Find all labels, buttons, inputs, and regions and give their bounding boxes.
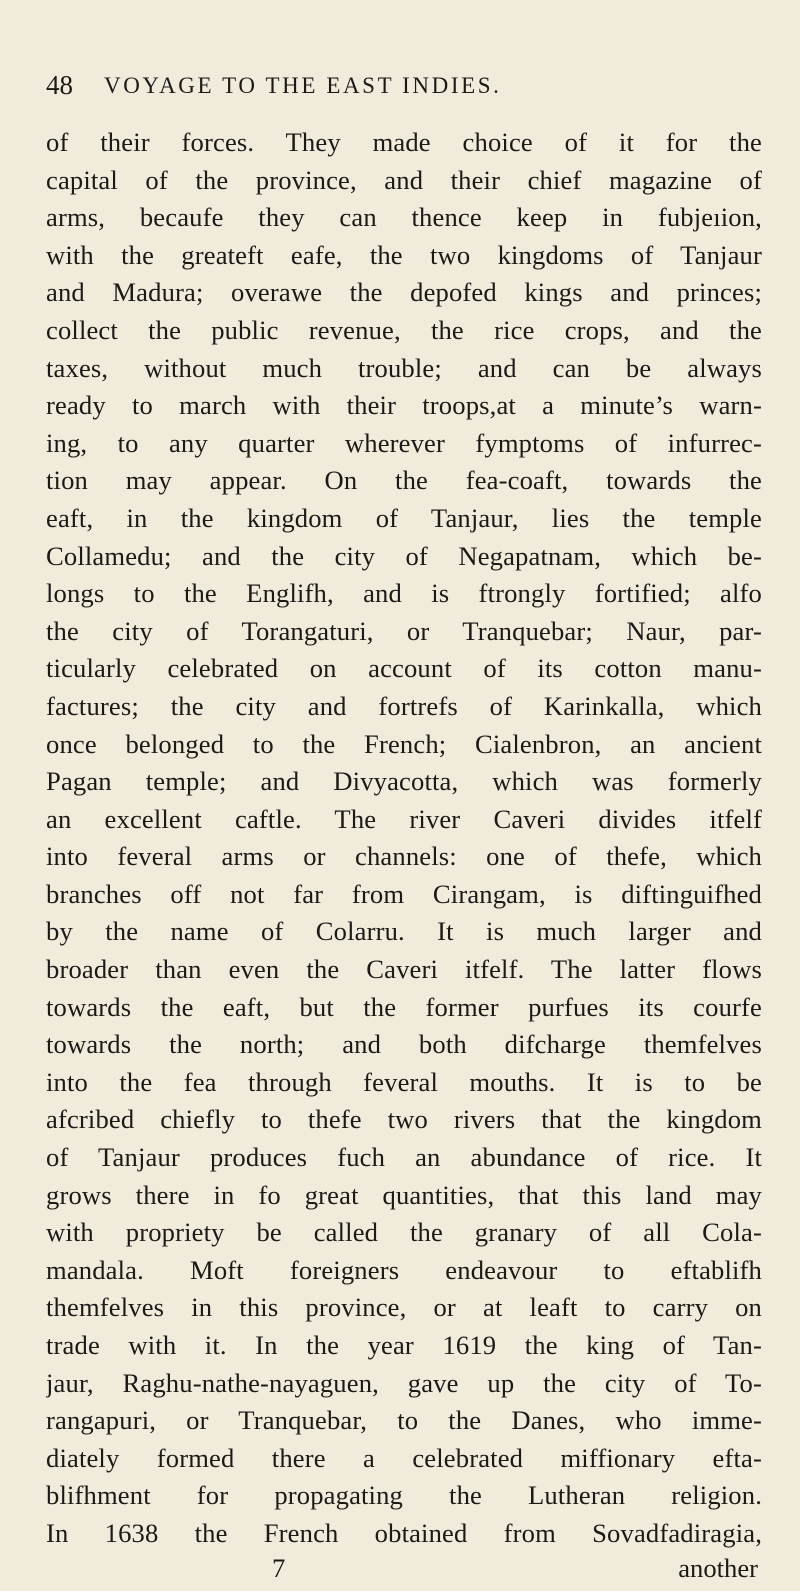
text-line: an excellent caftle. The river Caveri divides itfelf	[46, 803, 762, 834]
text-line: arms, becaufe they can thence keep in fubjeıion,	[46, 202, 762, 233]
text-line: ing, to any quarter wherever fymptoms of infurrec-	[46, 427, 762, 458]
running-head	[46, 70, 762, 110]
text-line: taxes, without much trouble; and can be always	[46, 352, 762, 383]
text-line: grows there in fo great quantities, that this land may	[46, 1179, 762, 1210]
text-line: capital of the province, and their chief magazine of	[46, 164, 762, 195]
text-line: trade with it. In the year 1619 the king of Tan-	[46, 1330, 762, 1360]
text-line: the city of Torangaturi, or Tranquebar; Naur, par-	[46, 615, 762, 646]
text-line: of Tanjaur produces fuch an abundance of rice. It	[46, 1142, 762, 1173]
text-line: collect the public revenue, the rice crops, and the	[46, 314, 762, 345]
text-line: factures; the city and fortrefs of Karinkalla, which	[46, 690, 762, 721]
text-line: and Madura; overawe the depofed kings and princes;	[46, 277, 762, 308]
text-line: towards the eaft, but the former purfues its courfe	[46, 991, 762, 1022]
text-line: into the fea through feveral mouths. It is to be	[46, 1066, 762, 1097]
text-line: once belonged to the French; Cialenbron, an ancient	[46, 728, 762, 759]
body-text	[46, 124, 762, 1553]
catchword: another	[678, 1552, 758, 1583]
text-line: diately formed there a celebrated miffionary efta-	[46, 1442, 762, 1473]
text-line: tion may appear. On the fea-coaft, towards the	[46, 465, 762, 496]
text-line: eaft, in the kingdom of Tanjaur, lies the temple	[46, 502, 762, 533]
text-line: blifhment for propagating the Lutheran religion.	[46, 1480, 762, 1511]
text-line: themfelves in this province, or at leaft to carry on	[46, 1292, 762, 1323]
text-line: by the name of Colarru. It is much larger and	[46, 916, 762, 947]
text-line: rangapuri, or Tranquebar, to the Danes, who imme-	[46, 1405, 762, 1436]
text-line: In 1638 the French obtained from Sovadfadiragia,	[46, 1517, 762, 1548]
text-line: with propriety be called the granary of all Cola-	[46, 1217, 762, 1248]
signature-mark: 7	[272, 1552, 286, 1583]
text-line: Pagan temple; and Divyacotta, which was formerly	[46, 766, 762, 797]
text-line: mandala. Moft foreigners endeavour to eftablifh	[46, 1254, 762, 1285]
text-line: branches off not far from Cirangam, is diftinguifhed	[46, 878, 762, 909]
text-line: into feveral arms or channels: one of thefe, which	[46, 841, 762, 872]
text-line: Collamedu; and the city of Negapatnam, which be-	[46, 540, 762, 571]
text-line: longs to the Englifh, and is ftrongly fortified; alfo	[46, 578, 762, 609]
text-line: with the greateft eafe, the two kingdoms of Tanjaur	[46, 239, 762, 270]
page-footer	[46, 1553, 762, 1591]
text-line: jaur, Raghu-nathe-nayaguen, gave up the city of To-	[46, 1367, 762, 1398]
text-line: towards the north; and both difcharge themfelves	[46, 1029, 762, 1060]
running-title: VOYAGE TO THE EAST INDIES.	[104, 73, 502, 98]
text-line: ticularly celebrated on account of its cotton manu-	[46, 653, 762, 684]
text-line: ready to march with their troops,at a minute’s warn-	[46, 390, 762, 421]
text-line: of their forces. They made choice of it for the	[46, 127, 762, 157]
page-number: 48	[46, 70, 73, 100]
text-line: broader than even the Caveri itfelf. The latter flows	[46, 954, 762, 985]
text-line: afcribed chiefly to thefe two rivers that the kingdom	[46, 1104, 762, 1135]
